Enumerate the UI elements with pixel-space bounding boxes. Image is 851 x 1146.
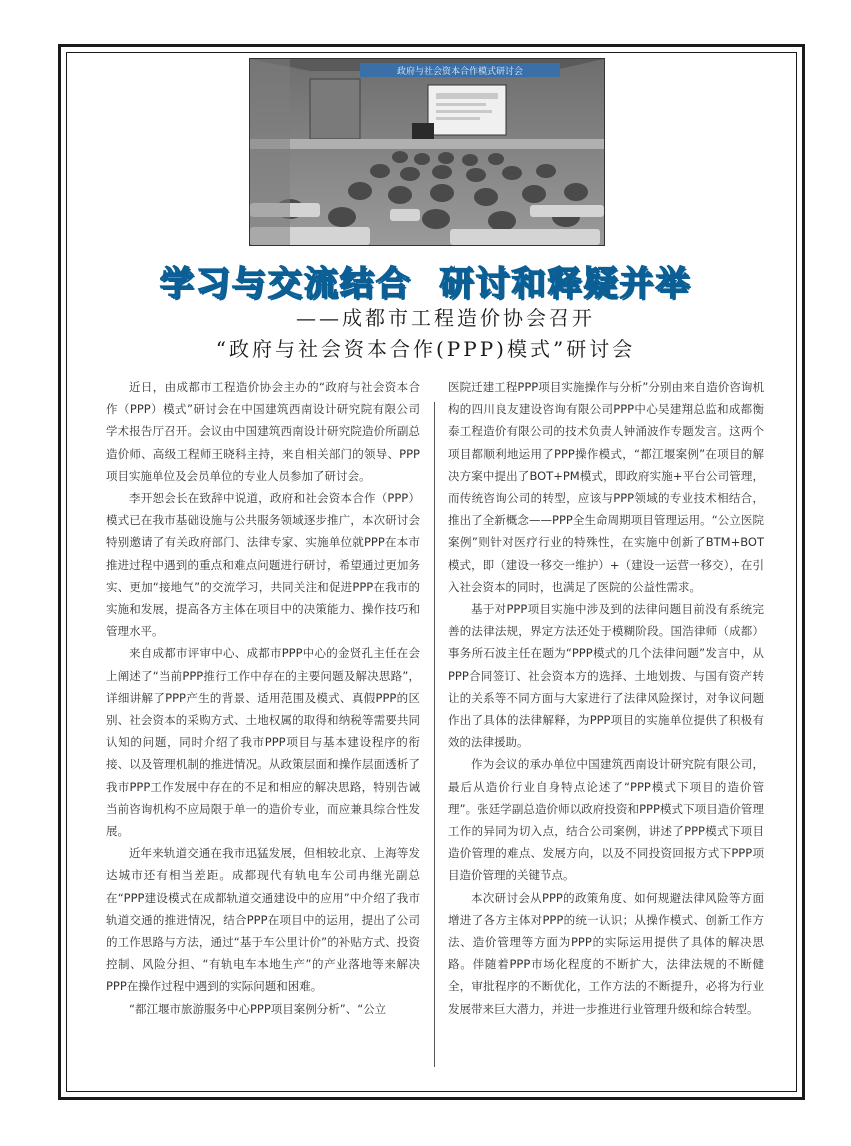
paragraph: 基于对PPP项目实施中涉及到的法律问题目前没有系统完善的法律法规，界定方法还处于模糊阶段。国浩律师（成都）事务所石波主任在题为“PPP模式的几个法律问题”发言中，从PPP合同签订、社会资本方的选择、土地划拨、与国有资产转让的关系等不同方面与大家进行了法律风险探讨，对争议问题作出了具体的法律解释，为PPP项目的实施单位提供了积极有效的法律援助。 bbox=[448, 602, 764, 750]
paragraph: 本次研讨会从PPP的政策角度、如何规避法律风险等方面增进了各方主体对PPP的统一认识；从操作模式、创新工作方法、造价管理等方面为PPP的实际运用提供了具体的解决思路。伴随着PPP市场化程度的不断扩大，法律法规的不断健全，审批程序的不断优化，工作方法的不断提升，必将为行业发展带来巨大潜力，并进一步推进行业管理升级和综合转型。 bbox=[448, 890, 764, 1016]
paragraph: 近年来轨道交通在我市迅猛发展，但相较北京、上海等发达城市还有相当差距。成都现代有轨电车公司冉继光副总在“PPP建设模式在成都轨道交通建设中的应用”中介绍了我市轨道交通的推进情况，结合PPP在项目中的运用，提出了公司的工作思路与方法，通过“基于车公里计价”的补贴方式、投资控制、风险分担、“有轨电车本地生产”的产业落地等来解决PPP在操作过程中遇到的实际问题和困难。 bbox=[106, 846, 420, 994]
paragraph: 李开恕会长在致辞中说道，政府和社会资本合作（PPP）模式已在我市基础设施与公共服务领域逐步推广，本次研讨会特别邀请了有关政府部门、法律专家、实施单位就PPP在本市推进过程中遇到的重点和难点问题进行研讨，希望通过更加务实、更加“接地气”的交流学习，共同关注和促进PPP在我市的实施和发展，提高各方主体在项目中的决策能力、操作技巧和管理水平。 bbox=[106, 491, 420, 639]
paragraph-continued: 医院迁建工程PPP项目实施操作与分析”分别由来自造价咨询机构的四川良友建设咨询有限公司PPP中心吴建翔总监和成都衡泰工程造价有限公司的技术负责人钟涌波作专题发言。这两个项目都顺利地运用了PPP操作模式，“都江堰案例”在项目的解决方案中提出了BOT+PM模式，即政府实施+平台公司管理，而传统咨询公司的转型，应该与PPP领域的专业技术相结合，推出了全新概念——PPP全生命周期项目管理运用。“公立医院案例”则针对医疗行业的特殊性，在实施中创新了BTM+BOT模式，即（建设一移交一维护）+（建设一运营一移交），在引入社会资本的同时，也满足了医院的公益性需求。 bbox=[448, 380, 764, 594]
paragraph: 来自成都市评审中心、成都市PPP中心的金贤孔主任在会上阐述了“当前PPP推行工作中存在的主要问题及解决思路”，详细讲解了PPP产生的背景、适用范围及模式、真假PPP的区别、社会资本的采购方式、土地权属的取得和纳税等需要共同认知的问题，同时介绍了我市PPP项目与基本建设程序的衔接、以及管理机制的推进情况。从政策层面和操作层面透析了我市PPP工作发展中存在的不足和相应的解决思路，特别告诫当前咨询机构不应局限于单一的造价专业，而应兼具综合性发展。 bbox=[106, 646, 420, 839]
conference-photo bbox=[249, 58, 605, 246]
paragraph: “都江堰市旅游服务中心PPP项目案例分析”、“公立 bbox=[129, 1001, 387, 1016]
headline-title bbox=[0, 256, 851, 305]
subtitle-line1: ——成都市工程造价协会召开 bbox=[296, 306, 595, 330]
paragraph: 近日，由成都市工程造价协会主办的“政府与社会资本合作（PPP）模式”研讨会在中国建筑西南设计研究院有限公司学术报告厅召开。会议由中国建筑西南设计研究院造价所副总造价师、高级工程师王晓科主持，来自相关部门的领导、PPP项目实施单位及会员单位的专业人员参加了研讨会。 bbox=[106, 380, 420, 483]
column-divider bbox=[434, 402, 435, 1067]
article-left-column bbox=[106, 376, 420, 1020]
paragraph: 作为会议的承办单位中国建筑西南设计研究院有限公司，最后从造价行业自身特点论述了“PPP模式下项目的造价管理”。张廷学副总造价师以政府投资和PPP模式下项目造价管理工作的异同为切入点，结合公司案例，讲述了PPP模式下项目造价管理的难点、发展方向，以及不同投资回报方式下PPP项目造价管理的关键节点。 bbox=[448, 757, 764, 883]
headline-part2: 研讨和释疑并举 bbox=[439, 264, 692, 304]
headline-part1: 学习与交流结合 bbox=[159, 264, 412, 304]
banner-text: 政府与社会资本合作模式研讨会 bbox=[396, 67, 524, 77]
article-right-column bbox=[448, 376, 764, 1020]
subtitle-line2: “政府与社会资本合作(PPP)模式”研讨会 bbox=[215, 337, 636, 361]
